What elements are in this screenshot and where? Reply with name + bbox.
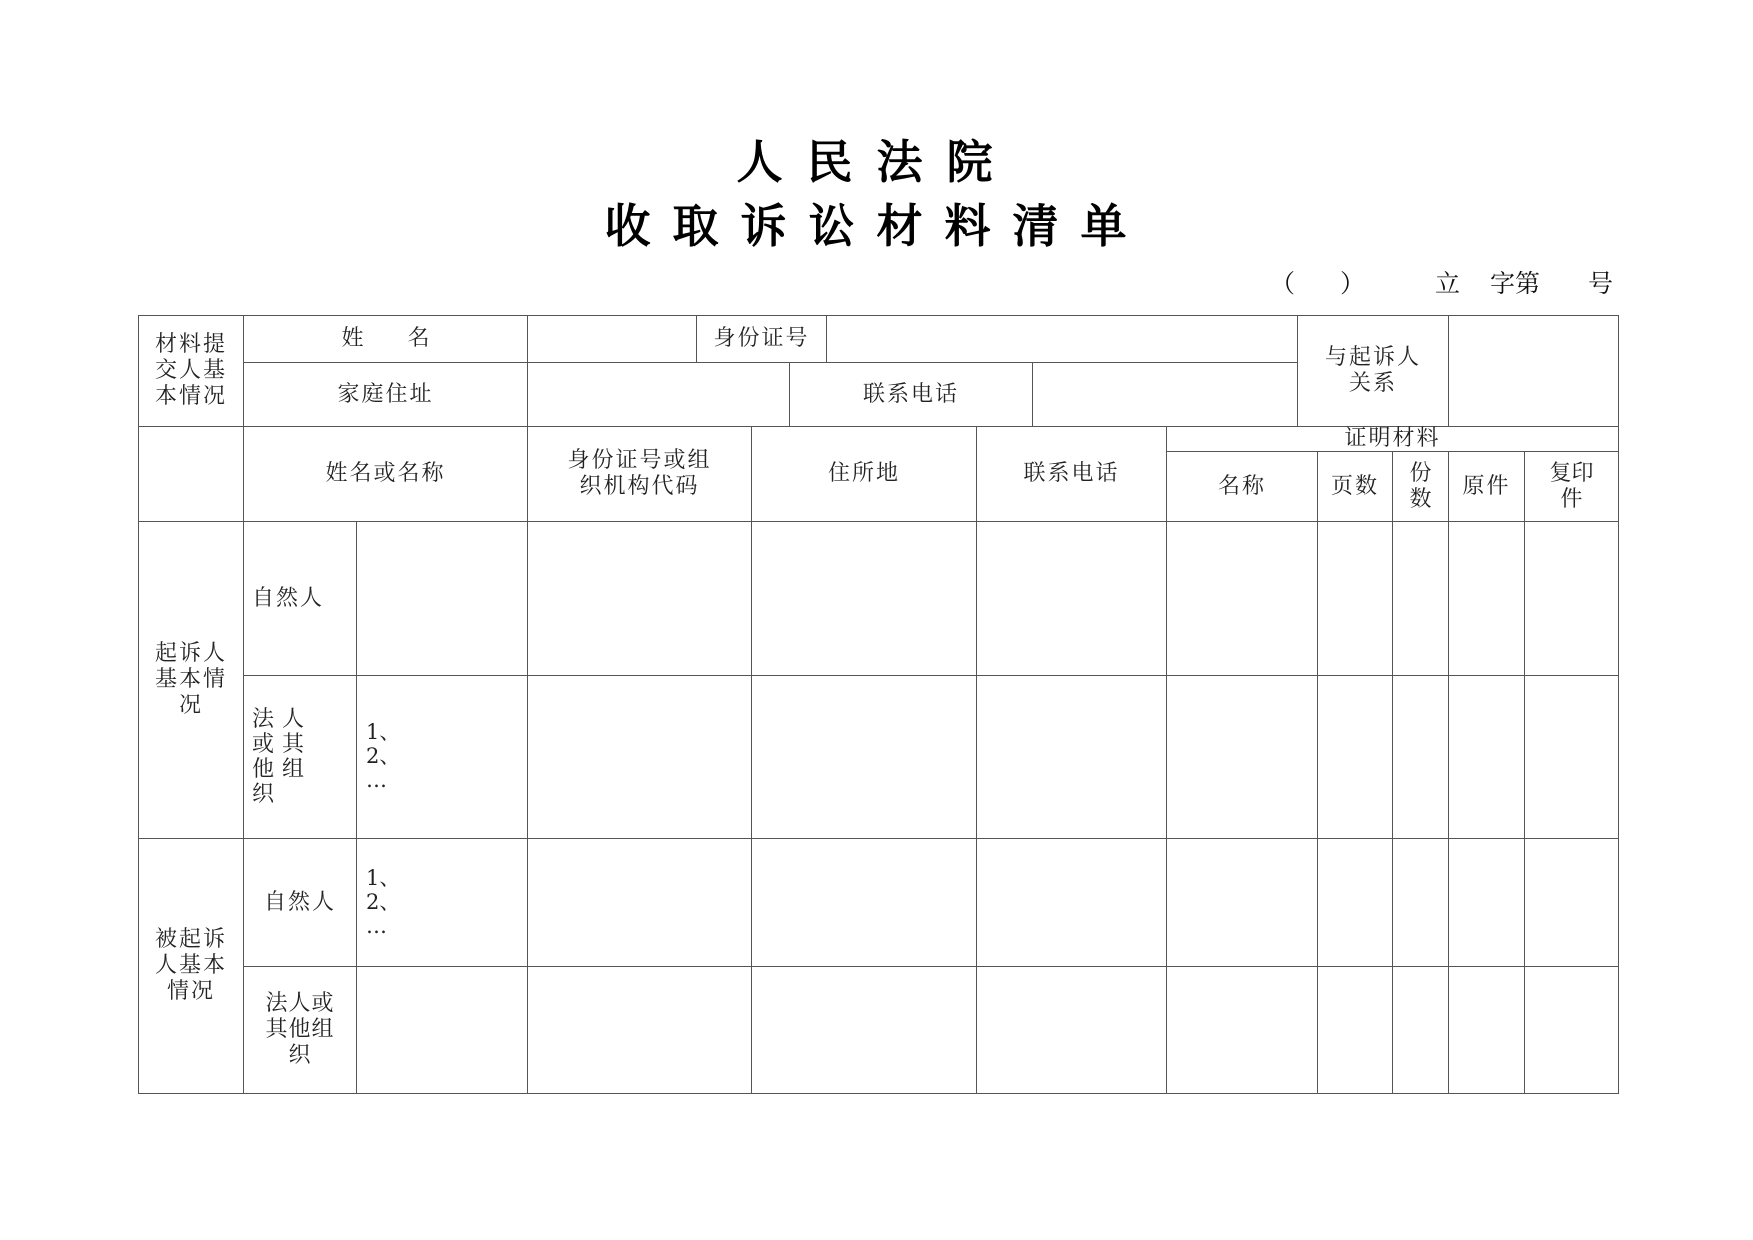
submitter-id-value[interactable] [827, 316, 1297, 362]
col-evname-divider [1317, 451, 1318, 1094]
col-copies-divider [1448, 451, 1449, 1094]
plaintiff-section-label: 起诉人基本情况 [154, 641, 227, 718]
header-evidence-group: 证明材料 [1344, 426, 1441, 451]
col-pages-divider [1392, 451, 1393, 1094]
header-id: 身份证号或组织机构代码 [567, 448, 712, 499]
defendant-natural-person-list: 1、 2、 … [366, 866, 401, 938]
submitter-id-label: 身份证号 [713, 326, 810, 351]
doc-hao: 号 [1588, 269, 1614, 298]
col-id-divider [751, 426, 752, 1094]
submitter-relation-label: 与起诉人关系 [1324, 345, 1421, 396]
col-type-divider [356, 521, 357, 1094]
col-residence-divider [976, 426, 977, 1094]
submitter-section-label: 材料提交人基本情况 [154, 332, 227, 409]
submitter-address-label: 家庭住址 [337, 381, 434, 407]
doc-paren-open: （ [1270, 269, 1296, 298]
defendant-legal-entity-label: 法人或其他组织 [265, 991, 335, 1068]
doc-zidi: 字第 [1490, 269, 1541, 298]
col-phone-divider [1166, 426, 1167, 1094]
submitter-address-value[interactable] [528, 363, 789, 426]
header-bottom [138, 521, 1619, 522]
document-number [1270, 266, 1620, 302]
header-evidence-name: 名称 [1217, 473, 1266, 499]
plaintiff-natural-person-label: 自然人 [252, 585, 325, 611]
header-original: 原件 [1462, 473, 1511, 499]
plaintiff-legal-entity-list: 1、 2、 … [366, 720, 401, 792]
border-right [1618, 315, 1619, 1094]
defendant-row-divider [243, 966, 1619, 967]
col-original-divider [1524, 451, 1525, 1094]
court-title: 人民法院 [736, 135, 1017, 189]
submitter-phone-value[interactable] [1033, 363, 1297, 426]
submitter-phone-label: 联系电话 [862, 381, 959, 407]
doc-li: 立 [1435, 269, 1461, 298]
header-residence: 住所地 [827, 461, 900, 486]
plaintiff-row-divider [243, 675, 1619, 676]
submitter-name-label: 姓 名 [341, 326, 430, 351]
header-photocopy: 复印件 [1549, 460, 1594, 512]
doc-paren-close: ） [1340, 269, 1366, 298]
defendant-natural-person-label: 自然人 [263, 889, 336, 915]
plaintiff-legal-entity-label: 法人或其他组织 [252, 707, 313, 807]
header-copies-count: 份数 [1409, 460, 1432, 512]
header-pages: 页数 [1330, 473, 1379, 499]
defendant-section-label: 被起诉人基本情况 [154, 927, 227, 1004]
form-title: 收取诉讼材料清单 [604, 199, 1149, 253]
border-bottom [138, 1093, 1619, 1094]
header-name: 姓名或名称 [325, 461, 446, 486]
plaintiff-bottom [138, 838, 1619, 839]
header-phone: 联系电话 [1023, 461, 1120, 486]
submitter-name-value[interactable] [528, 316, 696, 362]
submitter-relation-value[interactable] [1449, 316, 1618, 426]
